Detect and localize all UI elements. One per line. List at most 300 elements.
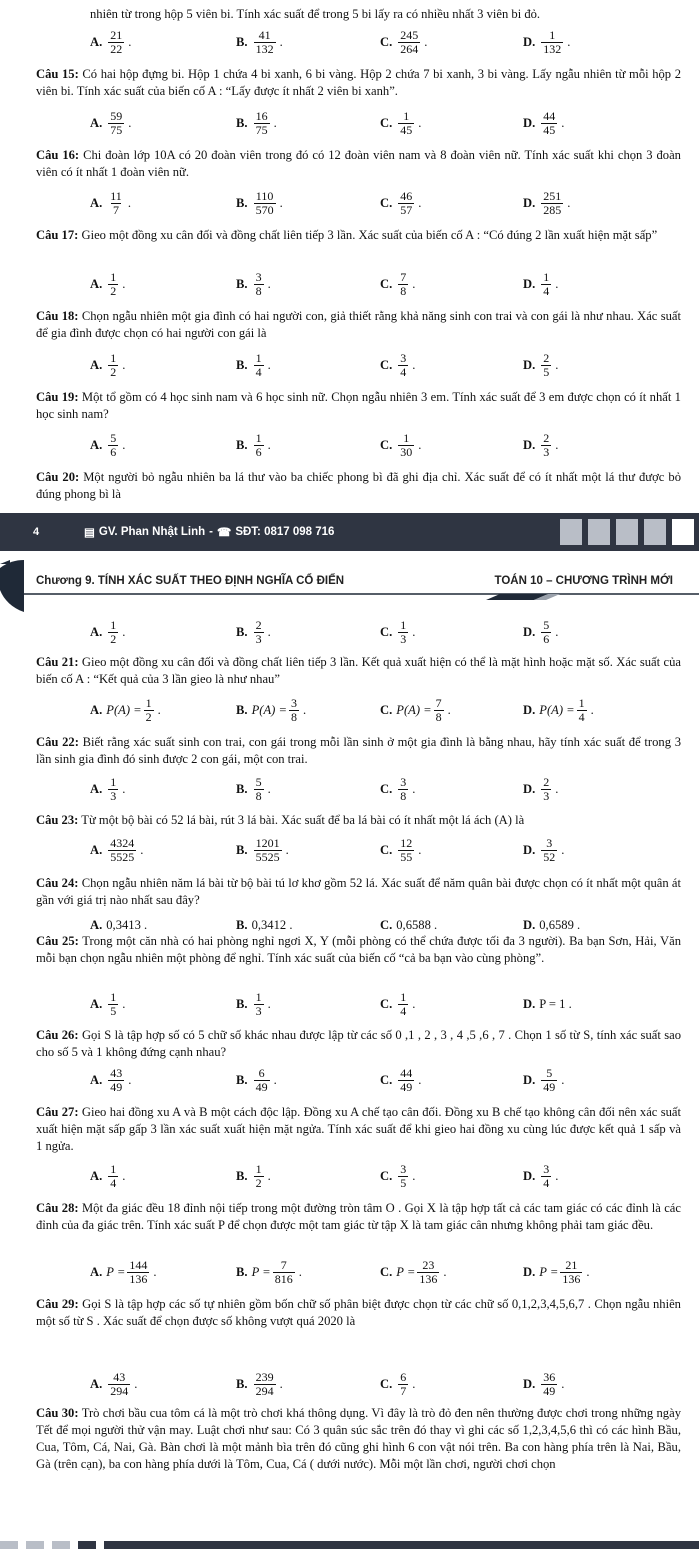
fraction — [398, 776, 408, 803]
denominator: 570 — [255, 202, 274, 217]
option-label: B. — [236, 842, 248, 857]
fraction — [541, 271, 551, 298]
question-text: Một tổ gồm có 4 học sinh nam và 6 học sinh nữ. Chọn ngẫu nhiên 3 em. Tính xác suất để 3 em được chọn có ít nhất 1 học sinh nam? — [36, 390, 681, 421]
denominator: 8 — [255, 788, 262, 803]
fraction — [541, 837, 557, 864]
fraction — [398, 432, 414, 459]
fraction — [108, 271, 118, 298]
option-label: A. — [90, 702, 103, 717]
numerator: 1 — [110, 269, 117, 284]
option-c: C. $\frac{1}{4}$ . — [380, 989, 416, 1018]
fraction — [108, 776, 118, 803]
option-label: A. — [90, 1168, 103, 1183]
numerator: 1 — [400, 989, 407, 1004]
fraction — [108, 1163, 118, 1190]
option-b: B. P = $\frac{7}{816}$ . — [236, 1257, 302, 1286]
fraction — [108, 352, 118, 379]
option-label: D. — [523, 357, 536, 372]
denominator: 5525 — [255, 849, 280, 864]
option-label: B. — [236, 917, 248, 932]
option-label: C. — [380, 195, 393, 210]
option-a: A. $\frac{1}{4}$ . — [90, 1161, 126, 1190]
fraction — [541, 1067, 557, 1094]
document-icon: ▤ — [84, 527, 95, 539]
denominator: 7 — [400, 1383, 407, 1398]
option-label: C. — [380, 34, 393, 49]
fraction — [108, 110, 124, 137]
fraction — [541, 190, 563, 217]
option-c: C. $\frac{3}{5}$ . — [380, 1161, 416, 1190]
option-prefix: P(A) = — [251, 702, 287, 717]
numerator: 2 — [255, 617, 262, 632]
numerator: 12 — [400, 835, 413, 850]
option-a: A. $\frac{1}{5}$ . — [90, 989, 126, 1018]
numerator: 44 — [543, 108, 556, 123]
option-value: P = 1 . — [539, 996, 572, 1011]
footer-contact — [84, 513, 334, 551]
option-d: D. $\frac{1}{132}$ . — [523, 27, 571, 56]
option-c: C. $\frac{7}{8}$ . — [380, 269, 416, 298]
options-q22 — [90, 775, 650, 803]
question-text: Chọn ngẫu nhiên một gia đình có hai người con, giả thiết rằng khả năng sinh con trai và con gái là như nhau. Xác suất để gia đình được chọn có hai người con gái là — [36, 309, 681, 340]
question-24 — [36, 875, 681, 909]
question-label: Câu 29: — [36, 1297, 79, 1311]
numerator: 144 — [129, 1257, 148, 1272]
question-20 — [36, 469, 681, 503]
question-text: Có hai hộp đựng bi. Hộp 1 chứa 4 bi xanh, 6 bi vàng. Hộp 2 chứa 7 bi xanh, 3 bi vàng. Lấy ngẫu nhiên từ mỗi hộp 2 viên bi. Tính xác suất của biến cố A : “Lấy được ít nhất 2 viên bi xanh”. — [36, 67, 682, 98]
fraction — [398, 190, 414, 217]
option-label: B. — [236, 276, 248, 291]
option-c: C. P = $\frac{23}{136}$ . — [380, 1257, 447, 1286]
option-label: C. — [380, 357, 393, 372]
option-a: A. $\frac{1}{3}$ . — [90, 774, 126, 803]
denominator: 75 — [110, 122, 123, 137]
fraction — [108, 837, 136, 864]
numerator: 1 — [110, 350, 117, 365]
denominator: 136 — [129, 1271, 148, 1286]
option-label: B. — [236, 702, 248, 717]
fraction — [254, 110, 270, 137]
option-label: C. — [380, 996, 393, 1011]
option-c: C. $\frac{3}{4}$ . — [380, 350, 416, 379]
option-b: B. $\frac{3}{8}$ . — [236, 269, 271, 298]
numerator: 1 — [255, 989, 262, 1004]
denominator: 52 — [543, 849, 556, 864]
option-prefix: P = — [539, 1264, 559, 1279]
denominator: 4 — [543, 1175, 550, 1190]
fraction — [398, 991, 408, 1018]
option-label: A. — [90, 437, 103, 452]
option-b: B. $\frac{6}{49}$ . — [236, 1065, 277, 1094]
option-value: 0,3413 . — [106, 917, 148, 932]
option-b: B. P(A) = $\frac{3}{8}$ . — [236, 695, 307, 724]
fraction — [398, 837, 414, 864]
option-label: B. — [236, 115, 248, 130]
denominator: 49 — [255, 1079, 268, 1094]
separator: - — [209, 526, 213, 538]
numerator: 46 — [400, 188, 413, 203]
option-label: C. — [380, 1072, 393, 1087]
denominator: 3 — [255, 631, 262, 646]
option-a: A. $\frac{21}{22}$ . — [90, 27, 132, 56]
question-label: Câu 22: — [36, 735, 79, 749]
numerator: 3 — [400, 1161, 407, 1176]
denominator: 49 — [110, 1079, 123, 1094]
fraction — [434, 697, 444, 724]
option-b: B. $\frac{41}{132}$ . — [236, 27, 283, 56]
option-d: D. $\frac{5}{49}$ . — [523, 1065, 565, 1094]
numerator: 1 — [549, 27, 556, 42]
denominator: 4 — [110, 1175, 117, 1190]
option-a: A. $\frac{1}{2}$ . — [90, 617, 126, 646]
fraction — [108, 1371, 130, 1398]
denominator: 2 — [110, 364, 117, 379]
numerator: 1 — [403, 108, 410, 123]
question-label: Câu 19: — [36, 390, 79, 404]
numerator: 21 — [110, 27, 123, 42]
fraction — [254, 1371, 276, 1398]
option-prefix: P(A) = — [396, 702, 432, 717]
denominator: 4 — [255, 364, 262, 379]
question-text: Trong một căn nhà có hai phòng nghỉ ngơi X, Y (mỗi phòng có thể chứa được tối đa 3 người). Ba bạn Sơn, Hải, Văn mỗi bạn chọn ngẫu nhiên một phòng để nghỉ. Tính xác suất của biến cố “cả ba bạn vào cùng phòng”. — [36, 934, 681, 965]
question-text: Chọn ngẫu nhiên năm lá bài từ bộ bài tú lơ khơ gồm 52 lá. Xác suất để năm quân bài được chọn có ít nhất một quân át gần với giá trị nào nhất sau đây? — [36, 876, 681, 907]
fraction — [541, 1371, 557, 1398]
fraction — [254, 619, 264, 646]
fraction — [254, 29, 276, 56]
fraction — [560, 1259, 582, 1286]
fraction — [108, 1067, 124, 1094]
denominator: 2 — [145, 709, 152, 724]
question-text: Từ một bộ bài có 52 lá bài, rút 3 lá bài. Xác suất để ba lá bài có ít nhất một lá ách (A) là — [81, 813, 525, 827]
option-label: A. — [90, 357, 103, 372]
numerator: 21 — [565, 1257, 578, 1272]
question-text: Chi đoàn lớp 10A có 20 đoàn viên trong đó có 12 đoàn viên nam và 8 đoàn viên nữ. Tính xác suất khi chọn 3 đoàn viên có ít nhất 1 đoàn viên nữ. — [36, 148, 681, 179]
denominator: 132 — [255, 41, 274, 56]
question-label: Câu 17: — [36, 228, 79, 242]
option-label: D. — [523, 702, 536, 717]
numerator: 6 — [258, 1065, 265, 1080]
question-25 — [36, 933, 681, 967]
question-30 — [36, 1405, 681, 1473]
denominator: 57 — [400, 202, 413, 217]
options-q21 — [90, 696, 650, 724]
option-label: B. — [236, 1264, 248, 1279]
denominator: 75 — [255, 122, 268, 137]
option-b: B. $\frac{110}{570}$ . — [236, 188, 283, 217]
options-q26 — [90, 1066, 650, 1094]
numerator: 1 — [255, 1161, 262, 1176]
denominator: 285 — [543, 202, 562, 217]
numerator: 41 — [258, 27, 271, 42]
question-label: Câu 21: — [36, 655, 79, 669]
option-d: D. $\frac{1}{4}$ . — [523, 269, 559, 298]
option-prefix: P = — [106, 1264, 126, 1279]
fraction — [254, 837, 282, 864]
denominator: 816 — [274, 1271, 293, 1286]
option-label: C. — [380, 1168, 393, 1183]
fraction — [398, 1371, 408, 1398]
denominator: 5 — [543, 364, 550, 379]
option-value: 0,3412 . — [251, 917, 293, 932]
option-label: C. — [380, 917, 393, 932]
question-text: Trò chơi bầu cua tôm cá là một trò chơi khá thông dụng. Vì đây là trò đỏ đen nên thường được chơi trong những ngày Tết để mọi người thử vận may. Luật chơi như sau: Có 3 quân súc sắc trên đó thay vì ghi các số 1,2,3,4,5,6 thì có các hình Bầu, Cua, Tôm, Cá, Nai, Gà. Bàn chơi là một mảnh bìa trên đó cũng ghi hình 6 con vật nói trên. Ba con hàng phía trên là Nai, Bầu, Gà (trên cạn), ba con hàng phía dưới là Tôm, Cua, Cá ( dưới nước). Mỗi một lần chơi, người chơi chọn — [36, 1406, 681, 1471]
numerator: 1 — [145, 695, 152, 710]
option-label: B. — [236, 1072, 248, 1087]
option-value: 0,6588 . — [396, 917, 438, 932]
numerator: 2 — [543, 430, 550, 445]
option-d: D. $\frac{2}{3}$ . — [523, 430, 559, 459]
option-label: A. — [90, 996, 103, 1011]
question-19 — [36, 389, 681, 423]
denominator: 8 — [400, 788, 407, 803]
denominator: 7 — [113, 202, 120, 217]
denominator: 132 — [543, 41, 562, 56]
option-label: B. — [236, 1168, 248, 1183]
question-text: Gọi S là tập hợp số có 5 chữ số khác nhau được lập từ các số 0 ,1 , 2 , 3 , 4 ,5 ,6 , 7 . Chọn 1 số từ S, tính xác suất sao cho số 5 và 1 không đứng cạnh nhau? — [36, 1028, 681, 1059]
denominator: 4 — [543, 283, 550, 298]
option-b: B. $\frac{1}{2}$ . — [236, 1161, 271, 1190]
denominator: 3 — [110, 788, 117, 803]
fraction — [577, 697, 587, 724]
option-label: D. — [523, 624, 536, 639]
option-label: C. — [380, 437, 393, 452]
option-label: A. — [90, 1264, 103, 1279]
course-title: TOÁN 10 – CHƯƠNG TRÌNH MỚI — [494, 575, 673, 587]
denominator: 6 — [255, 444, 262, 459]
denominator: 3 — [543, 788, 550, 803]
numerator: 3 — [400, 774, 407, 789]
option-prefix: P = — [251, 1264, 271, 1279]
denominator: 5525 — [110, 849, 135, 864]
option-label: D. — [523, 1376, 536, 1391]
numerator: 2 — [543, 774, 550, 789]
numerator: 5 — [543, 617, 550, 632]
question-label: Câu 16: — [36, 148, 80, 162]
option-label: A. — [90, 195, 103, 210]
fraction — [541, 776, 551, 803]
option-label: D. — [523, 276, 536, 291]
option-label: B. — [236, 357, 248, 372]
numerator: 239 — [255, 1369, 274, 1384]
phone-number: SĐT: 0817 098 716 — [235, 526, 335, 538]
fraction — [254, 352, 264, 379]
fraction — [398, 619, 408, 646]
fraction — [541, 1163, 551, 1190]
question-29 — [36, 1296, 681, 1330]
decor-block — [616, 519, 638, 545]
option-c: C. $\frac{46}{57}$ . — [380, 188, 422, 217]
option-a: A. $\frac{1}{2}$ . — [90, 350, 126, 379]
option-d: D. $\frac{5}{6}$ . — [523, 617, 559, 646]
continued-question-text: nhiên từ trong hộp 5 viên bi. Tính xác suất để trong 5 bi lấy ra có nhiều nhất 3 viên bi đỏ. — [90, 7, 541, 21]
option-label: D. — [523, 437, 536, 452]
fraction — [108, 432, 118, 459]
option-d — [523, 990, 572, 1018]
option-label: C. — [380, 702, 393, 717]
option-d: D. $\frac{3}{52}$ . — [523, 835, 565, 864]
option-label: B. — [236, 1376, 248, 1391]
question-text: Gieo một đồng xu cân đối và đồng chất liên tiếp 3 lần. Xác suất của biến cố A : “Có đúng 2 lần xuất hiện mặt sấp” — [81, 228, 658, 242]
options-row-top — [90, 28, 650, 56]
option-b: B. $\frac{1201}{5525}$ . — [236, 835, 289, 864]
fraction — [254, 991, 264, 1018]
option-value: 0,6589 . — [539, 917, 581, 932]
question-label: Câu 24: — [36, 876, 79, 890]
option-label: D. — [523, 1168, 536, 1183]
numerator: 36 — [543, 1369, 556, 1384]
question-label: Câu 28: — [36, 1201, 79, 1215]
denominator: 2 — [110, 283, 117, 298]
option-label: C. — [380, 842, 393, 857]
option-b: B. $\frac{5}{8}$ . — [236, 774, 271, 803]
option-a: A. $\frac{1}{2}$ . — [90, 269, 126, 298]
numerator: 3 — [255, 269, 262, 284]
fraction — [398, 1067, 414, 1094]
option-label: D. — [523, 917, 536, 932]
numerator: 43 — [110, 1065, 123, 1080]
option-prefix: P(A) = — [539, 702, 575, 717]
numerator: 245 — [400, 27, 419, 42]
question-text: Gọi S là tập hợp các số tự nhiên gồm bốn chữ số phân biệt được chọn từ các chữ số 0,1,2,3,4,5,6,7 . Chọn ngẫu nhiên một số từ S . Xác suất để chọn được số không vượt quá 2020 là — [36, 1297, 681, 1328]
numerator: 11 — [110, 188, 122, 203]
option-label: D. — [523, 842, 536, 857]
question-text: Biết rằng xác suất sinh con trai, con gái trong mỗi lần sinh ở một gia đình là bằng nhau, hãy tính xác suất để trong 3 lần sinh gia đình đó sinh được 2 con gái, một con trai. — [36, 735, 681, 766]
option-label: D. — [523, 195, 536, 210]
option-label: D. — [523, 1264, 536, 1279]
corner-shape — [0, 560, 24, 612]
option-label: B. — [236, 437, 248, 452]
decor-block — [588, 519, 610, 545]
numerator: 23 — [422, 1257, 435, 1272]
option-label: A. — [90, 1072, 103, 1087]
decor-block — [672, 519, 694, 545]
page-number: 4 — [32, 526, 40, 538]
numerator: 3 — [546, 835, 553, 850]
denominator: 8 — [435, 709, 442, 724]
question-label: Câu 26: — [36, 1028, 79, 1042]
option-c: C. $\frac{245}{264}$ . — [380, 27, 428, 56]
question-text: Gieo hai đồng xu A và B một cách độc lập. Đồng xu A chế tạo cân đối. Đồng xu B chế tạo không cân đối nên xác suất xuất hiện mặt sấp gấp 3 lần xác suất xuất hiện mặt ngửa. Tính xác suất để khi gieo hai đồng xu cùng lúc được kết quả 1 sấp và 1 ngửa. — [36, 1105, 681, 1153]
author-name: GV. Phan Nhật Linh — [98, 526, 206, 538]
option-label: A. — [90, 917, 103, 932]
option-label: D. — [523, 34, 536, 49]
fraction — [108, 991, 118, 1018]
option-c: C. $\frac{3}{8}$ . — [380, 774, 416, 803]
denominator: 4 — [400, 1003, 407, 1018]
numerator: 43 — [113, 1369, 126, 1384]
fraction — [398, 110, 414, 137]
decor-block — [644, 519, 666, 545]
question-15 — [36, 66, 681, 100]
option-label: D. — [523, 781, 536, 796]
denominator: 8 — [255, 283, 262, 298]
numerator: 1 — [400, 617, 407, 632]
option-b: B. $\frac{239}{294}$ . — [236, 1369, 283, 1398]
denominator: 49 — [400, 1079, 413, 1094]
numerator: 1201 — [255, 835, 280, 850]
question-28 — [36, 1200, 681, 1234]
option-d: D. $\frac{36}{49}$ . — [523, 1369, 565, 1398]
denominator: 2 — [110, 631, 117, 646]
fraction — [254, 1163, 264, 1190]
fraction — [127, 1259, 149, 1286]
question-18 — [36, 308, 681, 342]
option-b: B. $\frac{2}{3}$ . — [236, 617, 271, 646]
options-q17 — [90, 270, 650, 298]
numerator: 1 — [255, 350, 262, 365]
denominator: 5 — [110, 1003, 117, 1018]
numerator: 1 — [110, 989, 117, 1004]
question-label: Câu 18: — [36, 309, 79, 323]
option-c: C. $\frac{6}{7}$ . — [380, 1369, 416, 1398]
question-22 — [36, 734, 681, 768]
fraction — [254, 190, 276, 217]
header-decoration — [0, 560, 699, 620]
question-text: Một đa giác đều 18 đỉnh nội tiếp trong một đường tròn tâm O . Gọi X là tập hợp tất cả các tam giác có các đỉnh là các đỉnh của đa giác trên. Tính xác suất P để chọn được một tam giác từ tập X là tam giác cân nhưng không phải tam giác đều. — [36, 1201, 681, 1232]
fraction — [273, 1259, 295, 1286]
question-26 — [36, 1027, 681, 1061]
fraction — [254, 776, 264, 803]
question-16 — [36, 147, 681, 181]
chapter-title: Chương 9. TÍNH XÁC SUẤT THEO ĐỊNH NGHĨA CỔ ĐIỂN — [36, 575, 345, 587]
denominator: 45 — [400, 122, 413, 137]
denominator: 8 — [400, 283, 407, 298]
option-a: A. P = $\frac{144}{136}$ . — [90, 1257, 157, 1286]
option-d: D. $\frac{2}{5}$ . — [523, 350, 559, 379]
question-21 — [36, 654, 681, 688]
option-a: A. P(A) = $\frac{1}{2}$ . — [90, 695, 161, 724]
options-q29 — [90, 1370, 650, 1398]
fraction — [254, 1067, 270, 1094]
option-d: D. $\frac{3}{4}$ . — [523, 1161, 559, 1190]
options-q27 — [90, 1162, 650, 1190]
numerator: 3 — [290, 695, 297, 710]
option-d: D. $\frac{44}{45}$ . — [523, 108, 565, 137]
option-label: C. — [380, 624, 393, 639]
options-q23 — [90, 836, 650, 864]
fraction — [398, 352, 408, 379]
denominator: 45 — [543, 122, 556, 137]
option-c: C. $\frac{12}{55}$ . — [380, 835, 422, 864]
option-d: D. $\frac{2}{3}$ . — [523, 774, 559, 803]
decor-block — [560, 519, 582, 545]
denominator: 4 — [400, 364, 407, 379]
option-c: C. $\frac{1}{45}$ . — [380, 108, 422, 137]
option-a: A. $\frac{59}{75}$ . — [90, 108, 132, 137]
denominator: 6 — [543, 631, 550, 646]
fraction — [289, 697, 299, 724]
question-label: Câu 23: — [36, 813, 79, 827]
option-prefix: P(A) = — [106, 702, 142, 717]
denominator: 55 — [400, 849, 413, 864]
numerator: 1 — [578, 695, 585, 710]
option-a: A. $\frac{43}{294}$ . — [90, 1369, 138, 1398]
fraction — [398, 29, 420, 56]
numerator: 3 — [400, 350, 407, 365]
option-label: D. — [523, 1072, 536, 1087]
denominator: 49 — [543, 1079, 556, 1094]
option-label: B. — [236, 996, 248, 1011]
option-label: C. — [380, 276, 393, 291]
bottom-decoration — [0, 1541, 699, 1549]
option-a: A. $\frac{4324}{5525}$ . — [90, 835, 144, 864]
fraction — [541, 432, 551, 459]
numerator: 7 — [280, 1257, 287, 1272]
option-label: A. — [90, 842, 103, 857]
option-label: D. — [523, 996, 536, 1011]
option-label: B. — [236, 34, 248, 49]
numerator: 1 — [110, 617, 117, 632]
